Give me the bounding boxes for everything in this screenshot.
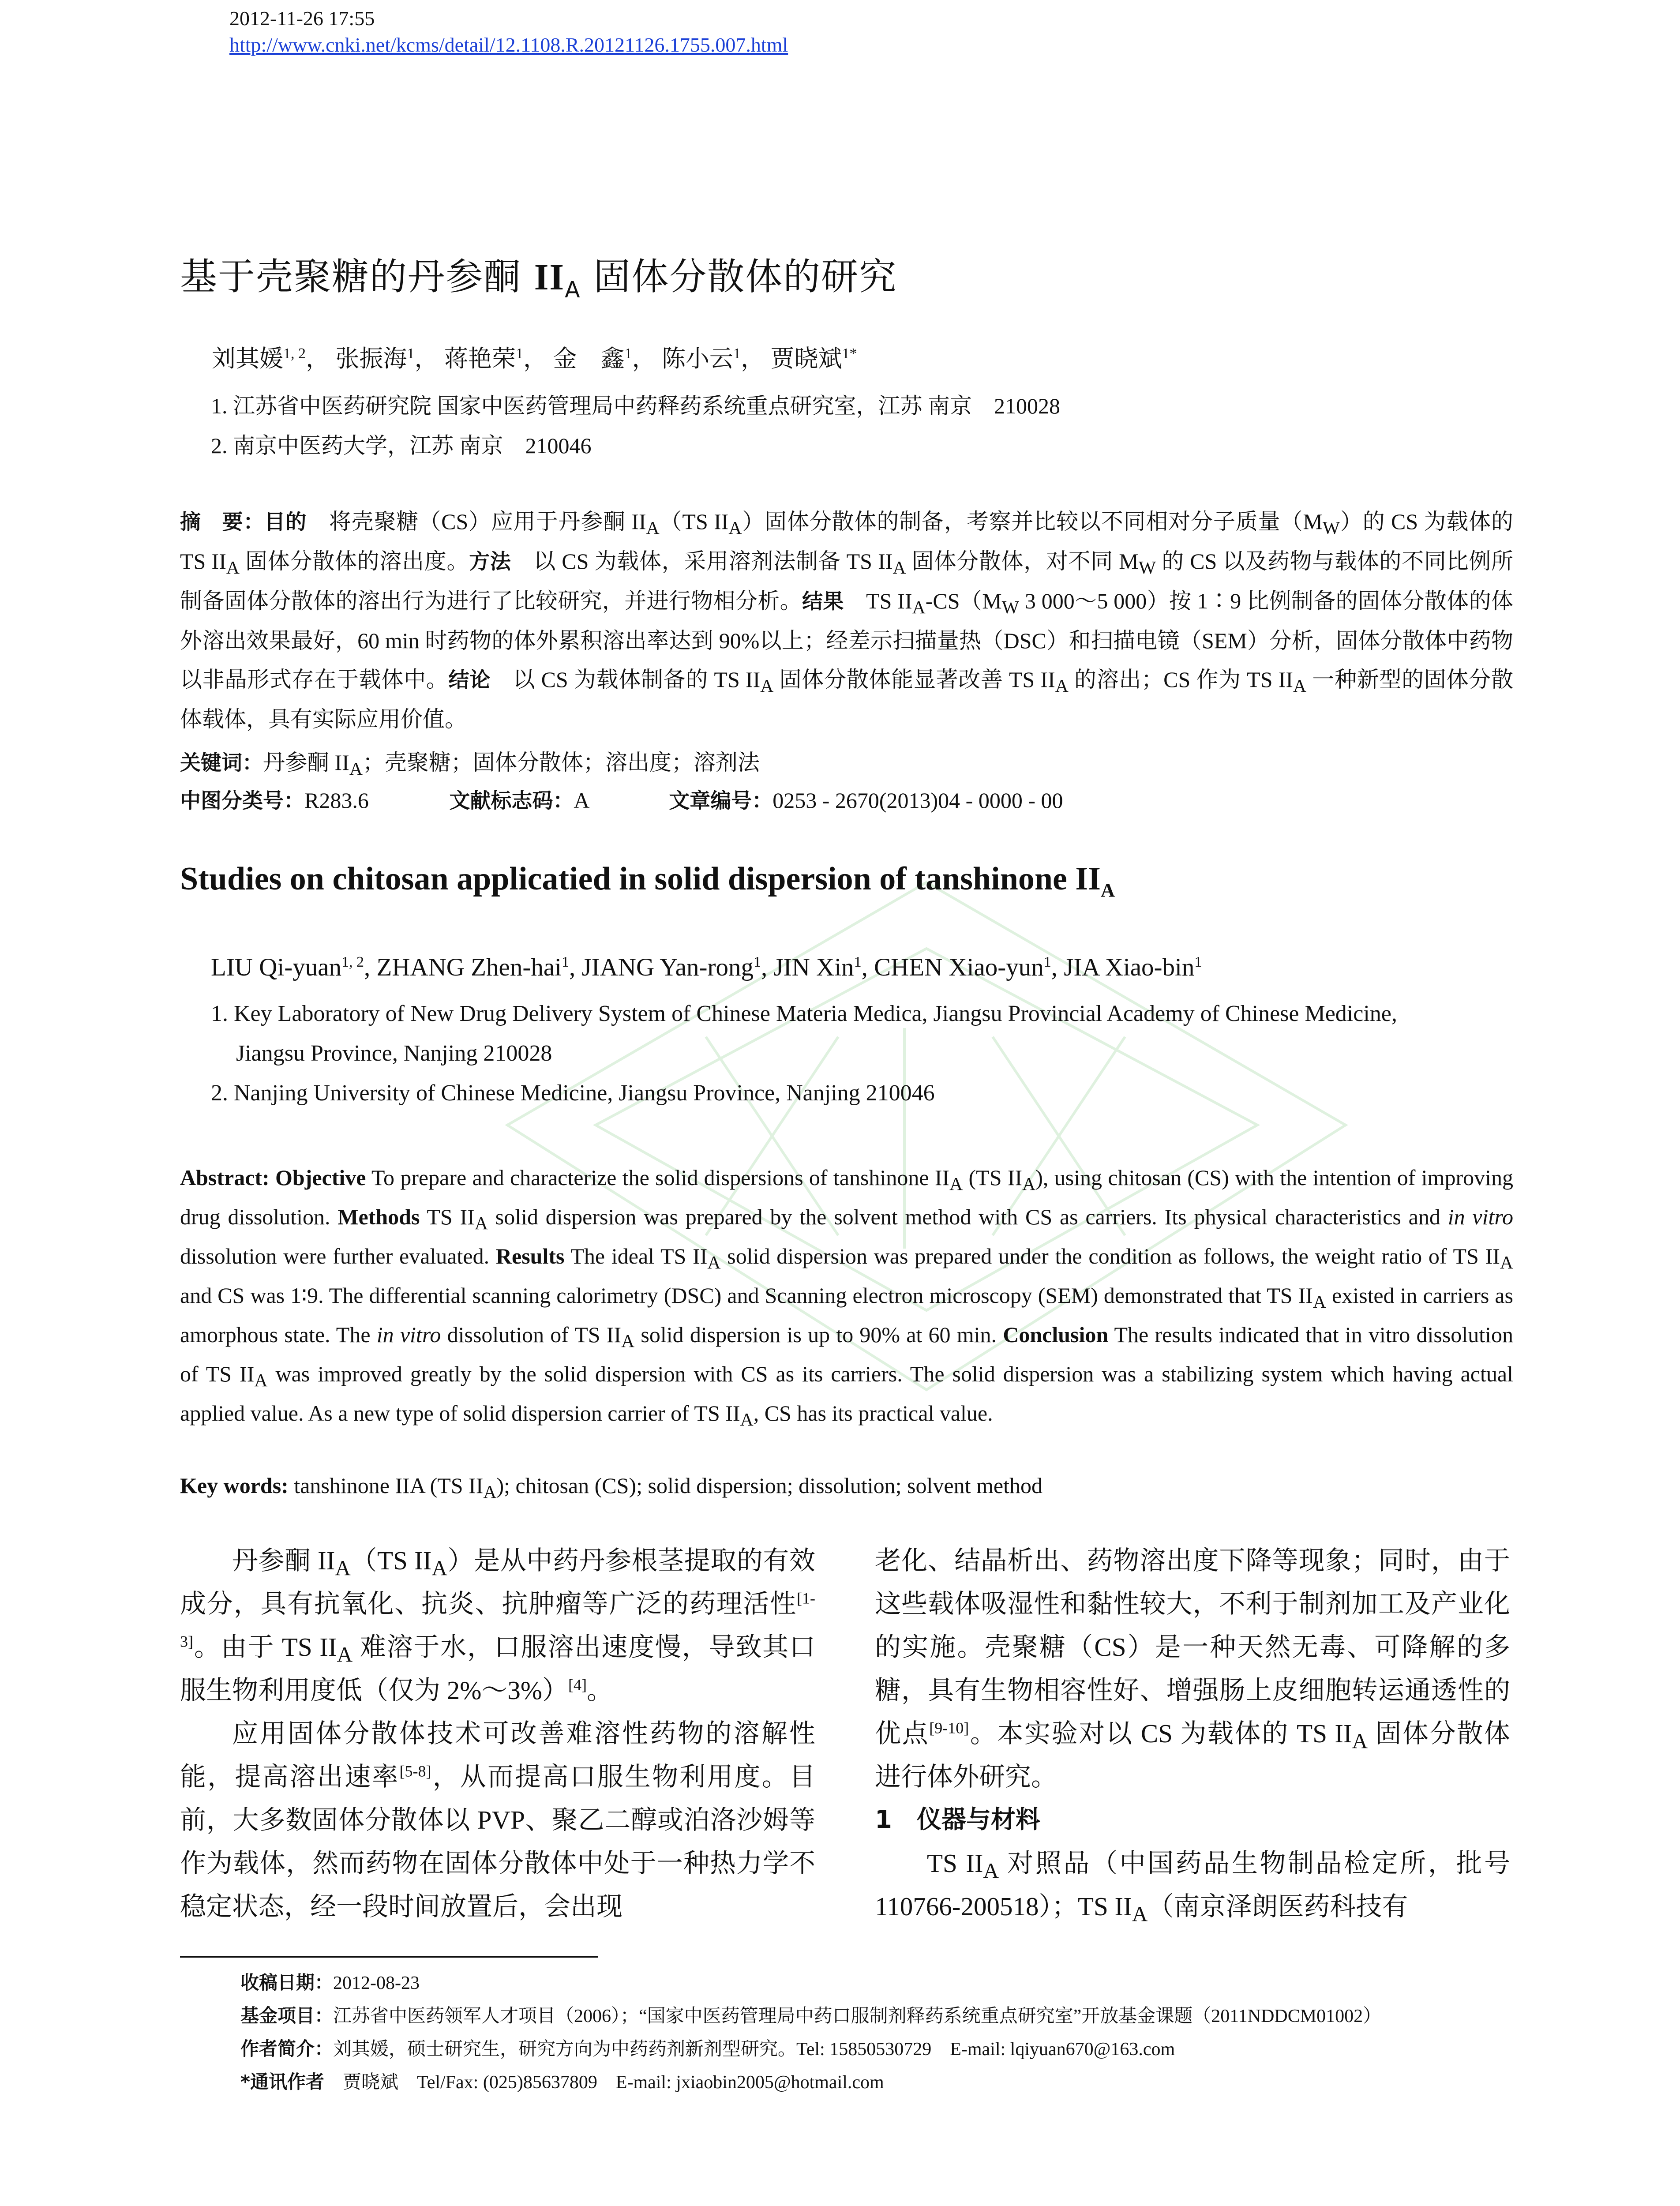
body-paragraph: 应用固体分散体技术可改善难溶性药物的溶解性能，提高溶出速率[5-8]，从而提高口服生物利用度。目前，大多数固体分散体以 PVP、聚乙二醇或泊洛沙姆等作为载体，然而药物在固体分散体中处于一种热力学不稳定状态，经一段时间放置后，会出现 bbox=[180, 1719, 815, 1921]
cn-abstract: 摘 要：目的 将壳聚糖（CS）应用于丹参酮 $II_A(TS$ $II_A$）固体分散体的制备，考察并比较以不同相对分子质量$(M_W)$的 CS 为载体的 TS $II_A$ 固体分散体的溶出度。方法 以 CS 为载体，采用溶剂法制备 TS $II_A$ 固体分散体，对不同 $M_W$ 的 CS 以及药物与载体的不同比例所制备固体分散体的溶出行为进行了比较研究，并进行物相分析。结果 TS $II_A-CS(M_W$ 3 000～5 000）按 1∶9 比例制备的固体分散体的体外溶出效果最好，60 min 时药物的体外累积溶出率达到 90%以上；经差示扫描量热（DSC）和扫描电镜（SEM）分析，固体分散体中药物以非晶形式存在于载体中。结论 以 CS 为载体制备的 TS $II_A$ 固体分散体能显著改善 TS $II_A$ 的溶出；CS 作为 TS $II_A$ 一种新型的固体分散体载体，具有实际应用价值。 bbox=[180, 509, 1514, 732]
cn-author: 蒋艳荣$^1$ bbox=[444, 345, 523, 372]
body-column-left bbox=[180, 1539, 815, 1928]
footnote-received: 收稿日期：2012-08-23 bbox=[240, 1972, 420, 1993]
en-affiliation-2: 2. Nanjing University of Chinese Medicine, Jiangsu Province, Nanjing 210046 bbox=[211, 1080, 935, 1106]
body-paragraph: 丹参酮 $II_A(TS$ $II_A$）是从中药丹参根茎提取的有效成分，具有抗氧化、抗炎、抗肿瘤等广泛的药理活性[1-3]。由于 TS $II_A$ 难溶于水，口服溶出速度慢，导致其口服生物利用度低（仅为 2%～3%）[4]。 bbox=[180, 1546, 815, 1705]
en-title: Studies on chitosan applicatied in solid dispersion of tanshinone $II_A$ bbox=[180, 861, 1115, 901]
footnote-corresponding: *通讯作者 贾晓斌 Tel/Fax: (025)85637809 E-mail: jxiaobin2005@hotmail.com bbox=[240, 2071, 884, 2093]
cn-keywords: 关键词：丹参酮 $II_A$；壳聚糖；固体分散体；溶出度；溶剂法 bbox=[180, 750, 760, 779]
cn-author: 刘其媛$^{1, 2}$ bbox=[212, 345, 306, 372]
cn-author: 金 鑫$^1$ bbox=[553, 345, 632, 372]
footnote-fund: 基金项目：江苏省中医药领军人才项目（2006）；“国家中医药管理局中药口服制剂释药系统重点研究室”开放基金课题（2011NDDCM01002） bbox=[240, 2005, 1382, 2026]
body-paragraph: 老化、结晶析出、药物溶出度下降等现象；同时，由于这些载体吸湿性和黏性较大，不利于制剂加工及产业化的实施。壳聚糖（CS）是一种天然无毒、可降解的多糖，具有生物相容性好、增强肠上皮细胞转运通透性的优点[9-10]。本实验对以 CS 为载体的 TS $II_A$ 固体分散体进行体外研究。 bbox=[875, 1546, 1510, 1791]
cn-affiliation-2: 2. 南京中医药大学，江苏 南京 210046 bbox=[211, 433, 592, 458]
en-authors: LIU Qi-yuan$^{1, 2}$, ZHANG Zhen-hai$^1$, JIANG Yan-rong$^1$, JIN Xin$^1$, CHEN Xiao-yun$^1$, JIA Xiao-bin$^1$ bbox=[211, 953, 1202, 981]
body-paragraph: TS $II_A$ 对照品（中国药品生物制品检定所，批号 110766-200518）；TS $II_A$（南京泽朗医药科技有 bbox=[875, 1849, 1510, 1926]
en-abstract: Abstract: Objective To prepare and characterize the solid dispersions of tanshinone $II_A$ (TS $II_A$), using chitosan (CS) with the intention of improving drug dissolution. Methods TS $II_A$ solid dispersion was prepared by the solvent method with CS as carriers. Its physical characteristics and in vitro dissolution were further evaluated. Results The ideal TS $II_A$ solid dispersion was prepared under the condition as follows, the weight ratio of TS $II_A$ and CS was 1∶9. The differential scanning calorimetry (DSC) and Scanning electron microscopy (SEM) demonstrated that TS $II_A$ existed in carriers as amorphous state. The in vitro dissolution of TS $II_A$ solid dispersion is up to 90% at 60 min. Conclusion The results indicated that in vitro dissolution of TS $II_A$ was improved greatly by the solid dispersion with CS as its carriers. The solid dispersion was a stabilizing system which having actual applied value. As a new type of solid dispersion carrier of TS $II_A$, CS has its practical value. bbox=[180, 1165, 1514, 1430]
cn-title: 基于壳聚糖的丹参酮 $II_A$ 固体分散体的研究 bbox=[180, 255, 897, 303]
cn-meta-line: 中图分类号：R283.6 文献标志码：A 文章编号：0253 - 2670(2013)04 - 0000 - 00 bbox=[180, 788, 1063, 813]
header-url-link[interactable]: http://www.cnki.net/kcms/detail/12.1108.R.20121126.1755.007.html bbox=[229, 34, 788, 56]
en-keywords: Key words: tanshinone IIA (TS $II_A$); chitosan (CS); solid dispersion; dissolution; solvent method bbox=[180, 1473, 1042, 1502]
cn-author: 张振海$^1$ bbox=[335, 345, 415, 372]
cn-authors: 刘其媛$^{1, 2}$， 张振海$^1$， 蒋艳荣$^1$， 金 鑫$^1$， 陈小云$^1$， 贾晓斌$^{1*}$ bbox=[212, 345, 857, 372]
cn-affiliation-1: 1. 江苏省中医药研究院 国家中医药管理局中药释药系统重点研究室，江苏 南京 210028 bbox=[211, 394, 1060, 418]
header-date: 2012-11-26 17:55 bbox=[229, 7, 375, 30]
cn-author: 陈小云$^1$ bbox=[662, 345, 741, 372]
en-affiliation-1-cont: Jiangsu Province, Nanjing 210028 bbox=[236, 1041, 552, 1066]
footnote-author: 作者简介：刘其媛，硕士研究生，研究方向为中药药剂新剂型研究。Tel: 15850530729 E-mail: lqiyuan670@163.com bbox=[240, 2038, 1175, 2060]
cn-author: 贾晓斌$^{1*}$ bbox=[770, 345, 857, 372]
body-column-right bbox=[875, 1539, 1510, 1928]
section-heading: 1 仪器与材料 bbox=[875, 1805, 1040, 1834]
footnote-rule bbox=[180, 1956, 598, 1958]
en-affiliation-1: 1. Key Laboratory of New Drug Delivery System of Chinese Materia Medica, Jiangsu Provincial Academy of Chinese Medicine, bbox=[211, 1001, 1397, 1026]
